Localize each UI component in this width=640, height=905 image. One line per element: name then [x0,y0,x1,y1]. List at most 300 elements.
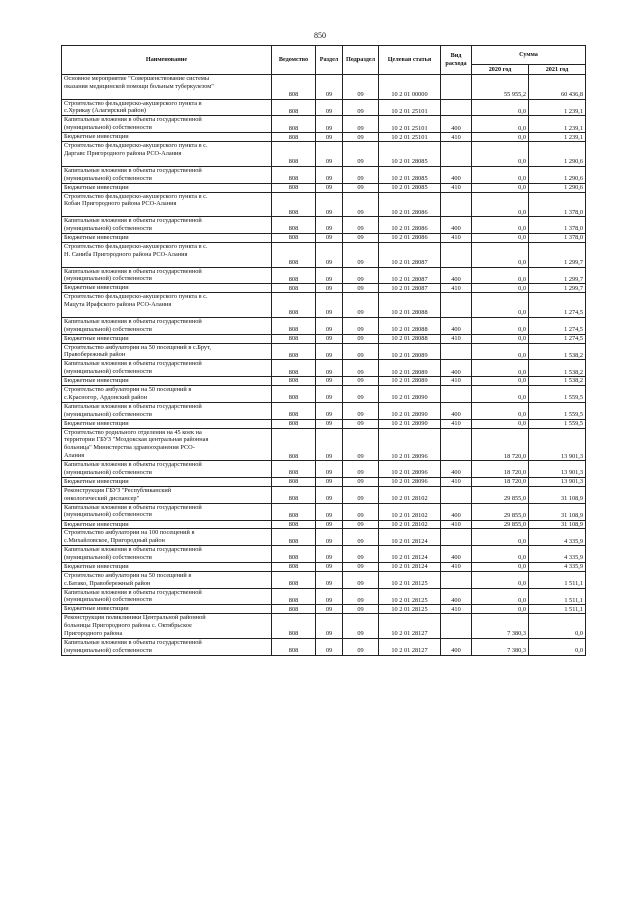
cell-section: 09 [316,478,343,487]
cell-subsection: 09 [343,183,379,192]
cell-section: 09 [316,142,343,167]
cell-target: 10 2 01 28088 [379,334,441,343]
cell-name: Капитальные вложения в объекты государственной (муниципальной) собственности [62,461,272,478]
cell-2020: 0,0 [472,419,529,428]
cell-target: 10 2 01 28096 [379,478,441,487]
cell-expense-type [441,386,472,403]
cell-name: Капитальные вложения в объекты государственной (муниципальной) собственности [62,217,272,234]
cell-name: Капитальные вложения в объекты государственной (муниципальной) собственности [62,267,272,284]
cell-2020: 0,0 [472,360,529,377]
cell-dept: 808 [272,166,316,183]
cell-2020: 7 380,3 [472,639,529,656]
cell-2020: 0,0 [472,217,529,234]
table-row [62,461,586,478]
header-name: Наименование [62,46,272,75]
cell-section: 09 [316,343,343,360]
cell-subsection: 09 [343,546,379,563]
cell-2020: 0,0 [472,183,529,192]
table-row [62,183,586,192]
cell-target: 10 2 01 28096 [379,461,441,478]
cell-subsection: 09 [343,192,379,217]
cell-section: 09 [316,402,343,419]
table-row [62,605,586,614]
cell-dept: 808 [272,605,316,614]
cell-2021: 1 378,0 [529,217,586,234]
cell-2020: 0,0 [472,284,529,293]
cell-name: Бюджетные инвестиции [62,334,272,343]
cell-section: 09 [316,99,343,116]
cell-section: 09 [316,419,343,428]
cell-target: 10 2 01 28090 [379,386,441,403]
cell-subsection: 09 [343,614,379,639]
cell-section: 09 [316,520,343,529]
table-row [62,234,586,243]
cell-expense-type: 400 [441,639,472,656]
cell-section: 09 [316,563,343,572]
cell-dept: 808 [272,419,316,428]
cell-section: 09 [316,267,343,284]
cell-2021: 1 274,5 [529,317,586,334]
table-row [62,217,586,234]
cell-expense-type: 410 [441,520,472,529]
cell-target: 10 2 01 28089 [379,343,441,360]
cell-2020: 18 720,0 [472,428,529,461]
cell-target: 10 2 01 25101 [379,116,441,133]
cell-name: Бюджетные инвестиции [62,133,272,142]
cell-section: 09 [316,377,343,386]
cell-2020: 0,0 [472,402,529,419]
cell-expense-type: 400 [441,217,472,234]
cell-section: 09 [316,639,343,656]
cell-2020: 0,0 [472,133,529,142]
cell-section: 09 [316,503,343,520]
cell-expense-type: 410 [441,234,472,243]
table-row [62,192,586,217]
cell-section: 09 [316,428,343,461]
cell-2020: 29 855,0 [472,486,529,503]
cell-subsection: 09 [343,343,379,360]
cell-2021: 1 290,6 [529,166,586,183]
cell-subsection: 09 [343,142,379,167]
cell-subsection: 09 [343,605,379,614]
table-header [62,46,586,75]
cell-2020: 0,0 [472,166,529,183]
cell-expense-type: 410 [441,284,472,293]
cell-2020: 29 855,0 [472,520,529,529]
cell-dept: 808 [272,377,316,386]
cell-target: 10 2 01 28088 [379,317,441,334]
cell-name: Строительство родильного отделения на 45 коек на территории ГБУЗ "Моздокская центральная районная больница" Министерства здравоохранения РСО- Алания [62,428,272,461]
cell-dept: 808 [272,217,316,234]
cell-2020: 0,0 [472,546,529,563]
cell-dept: 808 [272,343,316,360]
page-number: 850 [314,31,326,40]
cell-2020: 0,0 [472,293,529,318]
cell-subsection: 09 [343,234,379,243]
cell-name: Строительство фельдшерско-акушерского пункта в с. Н. Саниба Пригородного района РСО-Алания [62,242,272,267]
cell-2020: 0,0 [472,334,529,343]
cell-section: 09 [316,192,343,217]
cell-expense-type [441,75,472,100]
cell-target: 10 2 01 25101 [379,99,441,116]
cell-dept: 808 [272,563,316,572]
cell-2021: 1 511,1 [529,571,586,588]
cell-expense-type: 410 [441,377,472,386]
cell-target: 10 2 01 28096 [379,428,441,461]
cell-expense-type [441,614,472,639]
cell-subsection: 09 [343,267,379,284]
cell-target: 10 2 01 28087 [379,267,441,284]
cell-target: 10 2 01 28125 [379,605,441,614]
cell-target: 10 2 01 28090 [379,402,441,419]
table-row [62,166,586,183]
cell-section: 09 [316,360,343,377]
cell-section: 09 [316,334,343,343]
table-row [62,267,586,284]
cell-dept: 808 [272,486,316,503]
cell-section: 09 [316,217,343,234]
cell-section: 09 [316,614,343,639]
table-row [62,402,586,419]
cell-name: Строительство амбулатории на 100 посещений в с.Михайловское, Пригородный район [62,529,272,546]
cell-subsection: 09 [343,428,379,461]
cell-2021: 1 299,7 [529,242,586,267]
cell-name: Капитальные вложения в объекты государственной (муниципальной) собственности [62,503,272,520]
cell-dept: 808 [272,478,316,487]
cell-dept: 808 [272,334,316,343]
table-row [62,486,586,503]
table-row [62,529,586,546]
cell-subsection: 09 [343,317,379,334]
cell-expense-type: 410 [441,133,472,142]
cell-expense-type: 400 [441,317,472,334]
cell-name: Строительство амбулатории на 50 посещений в с.Батако, Правобережный район [62,571,272,588]
cell-target: 10 2 01 28089 [379,377,441,386]
cell-2021: 1 559,5 [529,419,586,428]
cell-2020: 0,0 [472,386,529,403]
cell-2021: 1 239,1 [529,133,586,142]
cell-dept: 808 [272,133,316,142]
cell-subsection: 09 [343,116,379,133]
cell-dept: 808 [272,99,316,116]
cell-name: Бюджетные инвестиции [62,284,272,293]
cell-name: Бюджетные инвестиции [62,605,272,614]
cell-expense-type: 400 [441,267,472,284]
table-row [62,116,586,133]
header-dept: Ведомство [272,46,316,75]
cell-subsection: 09 [343,360,379,377]
cell-section: 09 [316,317,343,334]
cell-target: 10 2 01 28124 [379,563,441,572]
cell-name: Капитальные вложения в объекты государственной (муниципальной) собственности [62,360,272,377]
cell-2021: 4 335,9 [529,546,586,563]
cell-name: Бюджетные инвестиции [62,478,272,487]
cell-2021: 1 239,1 [529,116,586,133]
header-year-2021: 2021 год [529,65,586,75]
cell-2020: 0,0 [472,563,529,572]
table-row [62,293,586,318]
cell-dept: 808 [272,503,316,520]
cell-expense-type [441,142,472,167]
cell-expense-type: 410 [441,334,472,343]
cell-2020: 18 720,0 [472,461,529,478]
cell-subsection: 09 [343,402,379,419]
cell-name: Капитальные вложения в объекты государственной (муниципальной) собственности [62,639,272,656]
cell-expense-type: 400 [441,461,472,478]
cell-name: Капитальные вложения в объекты государственной (муниципальной) собственности [62,116,272,133]
table-row [62,343,586,360]
table-row [62,419,586,428]
cell-2020: 0,0 [472,529,529,546]
cell-2020: 0,0 [472,99,529,116]
cell-subsection: 09 [343,242,379,267]
cell-subsection: 09 [343,486,379,503]
cell-dept: 808 [272,116,316,133]
cell-name: Капитальные вложения в объекты государственной (муниципальной) собственности [62,402,272,419]
cell-section: 09 [316,284,343,293]
cell-name: Капитальные вложения в объекты государственной (муниципальной) собственности [62,166,272,183]
cell-2021: 1 299,7 [529,267,586,284]
cell-expense-type: 410 [441,563,472,572]
cell-expense-type: 400 [441,360,472,377]
cell-expense-type [441,293,472,318]
cell-target: 10 2 01 28124 [379,546,441,563]
cell-name: Капитальные вложения в объекты государственной (муниципальной) собственности [62,317,272,334]
cell-name: Реконструкция ГБУЗ "Республиканский онкологический диспансер" [62,486,272,503]
cell-dept: 808 [272,402,316,419]
cell-expense-type: 400 [441,116,472,133]
cell-target: 10 2 01 28102 [379,520,441,529]
cell-subsection: 09 [343,639,379,656]
cell-2021: 60 436,8 [529,75,586,100]
cell-dept: 808 [272,75,316,100]
cell-dept: 808 [272,242,316,267]
table-row [62,99,586,116]
cell-2021: 13 901,3 [529,461,586,478]
cell-subsection: 09 [343,461,379,478]
cell-expense-type: 410 [441,605,472,614]
cell-2021: 1 538,2 [529,343,586,360]
cell-target: 10 2 01 28127 [379,614,441,639]
cell-target: 10 2 01 28085 [379,183,441,192]
header-sum: Сумма [472,46,586,65]
table-row [62,639,586,656]
cell-section: 09 [316,605,343,614]
cell-2021: 1 538,2 [529,360,586,377]
cell-section: 09 [316,486,343,503]
cell-section: 09 [316,242,343,267]
table-row [62,360,586,377]
cell-subsection: 09 [343,386,379,403]
cell-dept: 808 [272,192,316,217]
cell-dept: 808 [272,529,316,546]
cell-name: Основное мероприятие "Совершенствование системы оказания медицинской помощи больным туберкулезом" [62,75,272,100]
cell-2021: 0,0 [529,614,586,639]
cell-section: 09 [316,75,343,100]
cell-section: 09 [316,546,343,563]
header-subsection: Подраздел [343,46,379,75]
cell-name: Строительство амбулатории на 50 посещений в с.Брут, Правобережный район [62,343,272,360]
cell-target: 10 2 01 28085 [379,166,441,183]
cell-name: Капитальные вложения в объекты государственной (муниципальной) собственности [62,546,272,563]
cell-dept: 808 [272,588,316,605]
table-row [62,317,586,334]
cell-2020: 0,0 [472,234,529,243]
cell-dept: 808 [272,234,316,243]
cell-2021: 1 378,0 [529,234,586,243]
cell-2020: 0,0 [472,571,529,588]
cell-2020: 7 380,3 [472,614,529,639]
cell-2021: 31 108,9 [529,503,586,520]
cell-target: 10 2 01 28090 [379,419,441,428]
cell-target: 10 2 01 28087 [379,242,441,267]
header-target: Целевая статья [379,46,441,75]
cell-subsection: 09 [343,133,379,142]
cell-subsection: 09 [343,217,379,234]
budget-table [61,45,586,656]
cell-section: 09 [316,461,343,478]
table-row [62,563,586,572]
cell-expense-type: 410 [441,419,472,428]
header-year-2020: 2020 год [472,65,529,75]
cell-expense-type: 400 [441,588,472,605]
cell-2021: 1 538,2 [529,377,586,386]
cell-2021: 13 901,3 [529,428,586,461]
cell-target: 10 2 01 28088 [379,293,441,318]
cell-section: 09 [316,116,343,133]
cell-2020: 0,0 [472,142,529,167]
cell-2020: 29 855,0 [472,503,529,520]
cell-subsection: 09 [343,99,379,116]
cell-section: 09 [316,588,343,605]
cell-2021: 1 299,7 [529,284,586,293]
header-section: Раздел [316,46,343,75]
cell-expense-type [441,242,472,267]
cell-expense-type: 410 [441,478,472,487]
cell-expense-type [441,192,472,217]
cell-expense-type [441,428,472,461]
cell-2021: 1 559,5 [529,402,586,419]
cell-target: 10 2 01 28085 [379,142,441,167]
cell-target: 10 2 01 28102 [379,503,441,520]
cell-dept: 808 [272,293,316,318]
cell-target: 10 2 01 28089 [379,360,441,377]
cell-dept: 808 [272,639,316,656]
cell-2021: 13 901,3 [529,478,586,487]
cell-2020: 0,0 [472,343,529,360]
cell-2021: 1 378,0 [529,192,586,217]
cell-dept: 808 [272,461,316,478]
cell-name: Бюджетные инвестиции [62,183,272,192]
cell-2021: 31 108,9 [529,486,586,503]
table-row [62,614,586,639]
cell-dept: 808 [272,546,316,563]
cell-expense-type [441,571,472,588]
cell-dept: 808 [272,614,316,639]
cell-2020: 0,0 [472,377,529,386]
cell-subsection: 09 [343,588,379,605]
cell-2021: 1 290,6 [529,183,586,192]
table-body [62,75,586,656]
table-row [62,520,586,529]
cell-2020: 0,0 [472,192,529,217]
cell-2020: 55 955,2 [472,75,529,100]
cell-target: 10 2 01 28127 [379,639,441,656]
cell-subsection: 09 [343,529,379,546]
cell-subsection: 09 [343,293,379,318]
cell-dept: 808 [272,386,316,403]
cell-section: 09 [316,386,343,403]
cell-section: 09 [316,571,343,588]
table-row [62,428,586,461]
cell-target: 10 2 01 00000 [379,75,441,100]
cell-target: 10 2 01 28102 [379,486,441,503]
cell-section: 09 [316,133,343,142]
cell-expense-type: 400 [441,503,472,520]
cell-name: Строительство фельдшерско-акушерского пункта в с. Кобан Пригородного района РСО-Алания [62,192,272,217]
table-row [62,142,586,167]
cell-name: Бюджетные инвестиции [62,520,272,529]
table-row [62,546,586,563]
cell-2020: 0,0 [472,267,529,284]
cell-name: Бюджетные инвестиции [62,563,272,572]
table-row [62,75,586,100]
cell-name: Строительство фельдшерско-акушерского пункта в с.Хурикау (Алагирский район) [62,99,272,116]
cell-target: 10 2 01 28125 [379,588,441,605]
cell-expense-type [441,343,472,360]
cell-subsection: 09 [343,478,379,487]
cell-name: Бюджетные инвестиции [62,377,272,386]
table-row [62,571,586,588]
table-row [62,588,586,605]
cell-subsection: 09 [343,520,379,529]
cell-dept: 808 [272,183,316,192]
cell-2021: 4 335,9 [529,563,586,572]
cell-name: Капитальные вложения в объекты государственной (муниципальной) собственности [62,588,272,605]
table-row [62,377,586,386]
cell-dept: 808 [272,360,316,377]
table-row [62,334,586,343]
cell-2021: 1 274,5 [529,293,586,318]
cell-expense-type [441,529,472,546]
cell-name: Реконструкция поликлиники Центральной районной больницы Пригородного района с. Октябрьское Пригородного района [62,614,272,639]
cell-2021: 1 290,6 [529,142,586,167]
cell-target: 10 2 01 28086 [379,192,441,217]
cell-2020: 18 720,0 [472,478,529,487]
cell-name: Строительство амбулатории на 50 посещений в с.Красногор, Ардонский район [62,386,272,403]
header-expense-type: Вид расхода [441,46,472,75]
cell-2020: 0,0 [472,588,529,605]
table-row [62,284,586,293]
cell-dept: 808 [272,317,316,334]
cell-dept: 808 [272,142,316,167]
cell-subsection: 09 [343,75,379,100]
cell-expense-type [441,99,472,116]
cell-expense-type: 400 [441,546,472,563]
cell-2020: 0,0 [472,317,529,334]
cell-target: 10 2 01 28086 [379,217,441,234]
cell-expense-type: 410 [441,183,472,192]
cell-name: Строительство фельдшерско-акушерского пункта в с. Даргавс Пригородного района РСО-Алания [62,142,272,167]
cell-2021: 1 274,5 [529,334,586,343]
cell-section: 09 [316,183,343,192]
cell-2021: 4 335,9 [529,529,586,546]
table-row [62,386,586,403]
cell-dept: 808 [272,267,316,284]
cell-2020: 0,0 [472,605,529,614]
cell-subsection: 09 [343,563,379,572]
cell-expense-type [441,486,472,503]
